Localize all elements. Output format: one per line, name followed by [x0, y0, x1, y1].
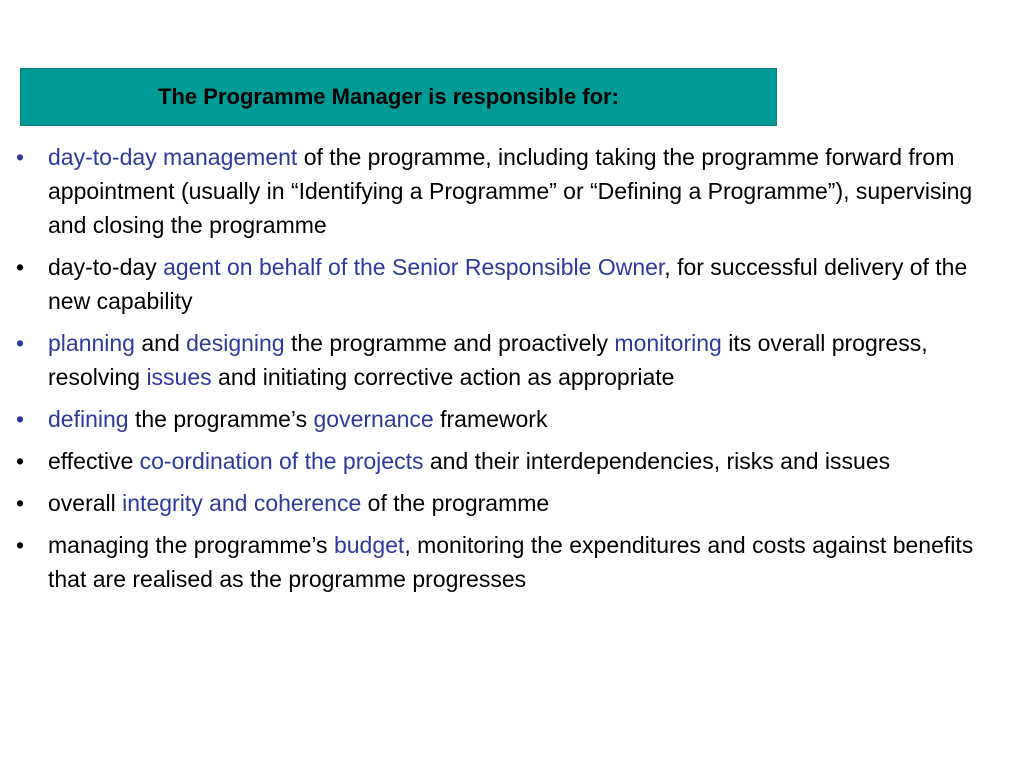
highlighted-term: issues — [146, 364, 212, 390]
title-banner — [20, 68, 777, 126]
highlighted-term: agent on behalf of the Senior Responsible Owner — [163, 254, 665, 280]
list-item — [10, 250, 1015, 318]
highlighted-term: co-ordination of the projects — [139, 448, 424, 474]
text-segment: of the programme — [361, 490, 550, 516]
text-segment: effective — [48, 448, 140, 474]
highlighted-term: designing — [186, 330, 285, 356]
text-segment: managing the programme’s — [48, 532, 334, 558]
text-segment: its overall progress, resolving — [48, 330, 928, 390]
bullet-text — [48, 330, 928, 390]
bullet-marker: • — [15, 490, 25, 516]
text-segment: of the programme, including taking the programme forward from appointment (usually in “Identifying a Programme” or “Defining a Programme”), supervising and closing the programme — [48, 144, 973, 238]
bullet-marker: • — [15, 532, 25, 558]
text-segment: the programme’s — [128, 406, 314, 432]
list-item — [10, 444, 1015, 478]
bullet-marker: • — [15, 448, 25, 474]
responsibilities-list — [10, 140, 1015, 604]
text-segment: day-to-day — [48, 254, 164, 280]
text-segment: overall — [48, 490, 123, 516]
list-item — [10, 528, 1015, 596]
bullet-marker: • — [15, 254, 25, 280]
bullet-text — [48, 448, 890, 474]
bullet-text — [48, 406, 547, 432]
text-segment: and — [134, 330, 187, 356]
highlighted-term: budget — [333, 532, 405, 558]
slide-title: The Programme Manager is responsible for: — [158, 84, 619, 109]
highlighted-term: defining — [48, 406, 129, 432]
highlighted-term: integrity and coherence — [122, 490, 362, 516]
text-segment: framework — [433, 406, 548, 432]
bullet-marker: • — [15, 144, 25, 170]
highlighted-term: monitoring — [614, 330, 722, 356]
list-item — [10, 486, 1015, 520]
bullet-text — [48, 532, 973, 592]
text-segment: the programme and proactively — [284, 330, 615, 356]
text-segment: , monitoring the expenditures and costs against benefits that are realised as the programme progresses — [48, 532, 974, 592]
list-item — [10, 402, 1015, 436]
bullet-text — [48, 254, 967, 314]
text-segment: and their interdependencies, risks and issues — [423, 448, 891, 474]
bullet-marker: • — [15, 406, 25, 432]
text-segment: , for successful delivery of the new capability — [48, 254, 968, 314]
highlighted-term: day-to-day management — [48, 144, 298, 170]
highlighted-term: planning — [48, 330, 135, 356]
list-item — [10, 140, 1015, 242]
list-item — [10, 326, 1015, 394]
bullet-text — [48, 490, 549, 516]
bullet-marker: • — [15, 330, 25, 356]
text-segment: and initiating corrective action as appropriate — [211, 364, 675, 390]
bullet-text — [48, 144, 972, 238]
highlighted-term: governance — [313, 406, 434, 432]
